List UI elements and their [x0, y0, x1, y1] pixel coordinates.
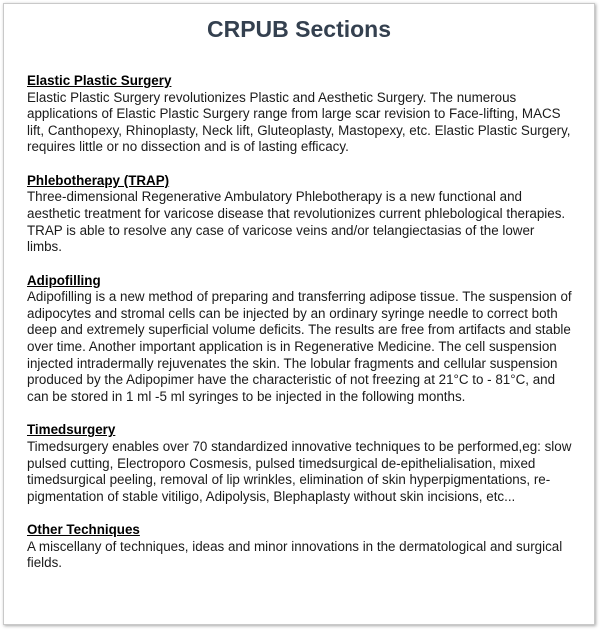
section-heading-link[interactable]: Elastic Plastic Surgery: [27, 73, 172, 88]
section-description: Three-dimensional Regenerative Ambulatory Phlebotherapy is a new functional and aesthetic treatment for varicose disease that revolutionizes current phlebological therapies. TRAP is able to resolve any case of varicose veins and/or telangiectasias of the lower limbs.: [27, 189, 566, 255]
section-description: Timedsurgery enables over 70 standardized innovative techniques to be performed,eg: slow pulsed cutting, Electroporo Cosmesis, pulsed timedsurgical de-epithelialisation, mixed timedsurgical peeling, removal of lip wrinkles, elimination of skin hyperpigmentations, re-pigmentation of stable vitiligo, Adipolysis, Blephaplasty without skin incisions, etc...: [27, 438, 572, 504]
section-other-techniques: [27, 522, 572, 572]
section-timedsurgery: [27, 422, 572, 505]
section-adipofilling: [27, 273, 572, 406]
section-description: Adipofilling is a new method of preparing and transferring adipose tissue. The suspension of adipocytes and stromal cells can be injected by an ordinary syringe needle to correct both deep and extremely superficial volume deficits. The results are free from artifacts and stable over time. Another important application is in Regenerative Medicine. The cell suspension injected intradermally rejuvenates the skin. The lobular fragments and cellular suspension produced by the Adipopimer have the characteristic of not freezing at 21°C to - 81°C, and can be stored in 1 ml -5 ml syringes to be injected in the following months.: [27, 289, 572, 404]
sections-list: [27, 73, 572, 589]
section-heading-link[interactable]: Phlebotherapy (TRAP): [27, 172, 170, 188]
page-title: CRPUB Sections: [206, 16, 392, 42]
section-elastic-plastic-surgery: [27, 73, 572, 156]
content-panel: [3, 3, 595, 625]
section-heading-link[interactable]: Other Techniques: [27, 522, 140, 538]
section-phlebotherapy: [27, 173, 572, 256]
section-description: Elastic Plastic Surgery revolutionizes Plastic and Aesthetic Surgery. The numerous applications of Elastic Plastic Surgery range from large scar revision to Face-lifting, MACS lift, Canthopexy, Rhinoplasty, Neck lift, Gluteoplasty, Mastopexy, etc. Elastic Plastic Surgery, requires little or no dissection and is of lasting efficacy.: [27, 89, 571, 155]
section-heading-link[interactable]: Adipofilling: [27, 272, 101, 288]
section-description: A miscellany of techniques, ideas and minor innovations in the dermatological and surgical fields.: [27, 538, 563, 571]
section-heading-link[interactable]: Timedsurgery: [27, 422, 116, 438]
